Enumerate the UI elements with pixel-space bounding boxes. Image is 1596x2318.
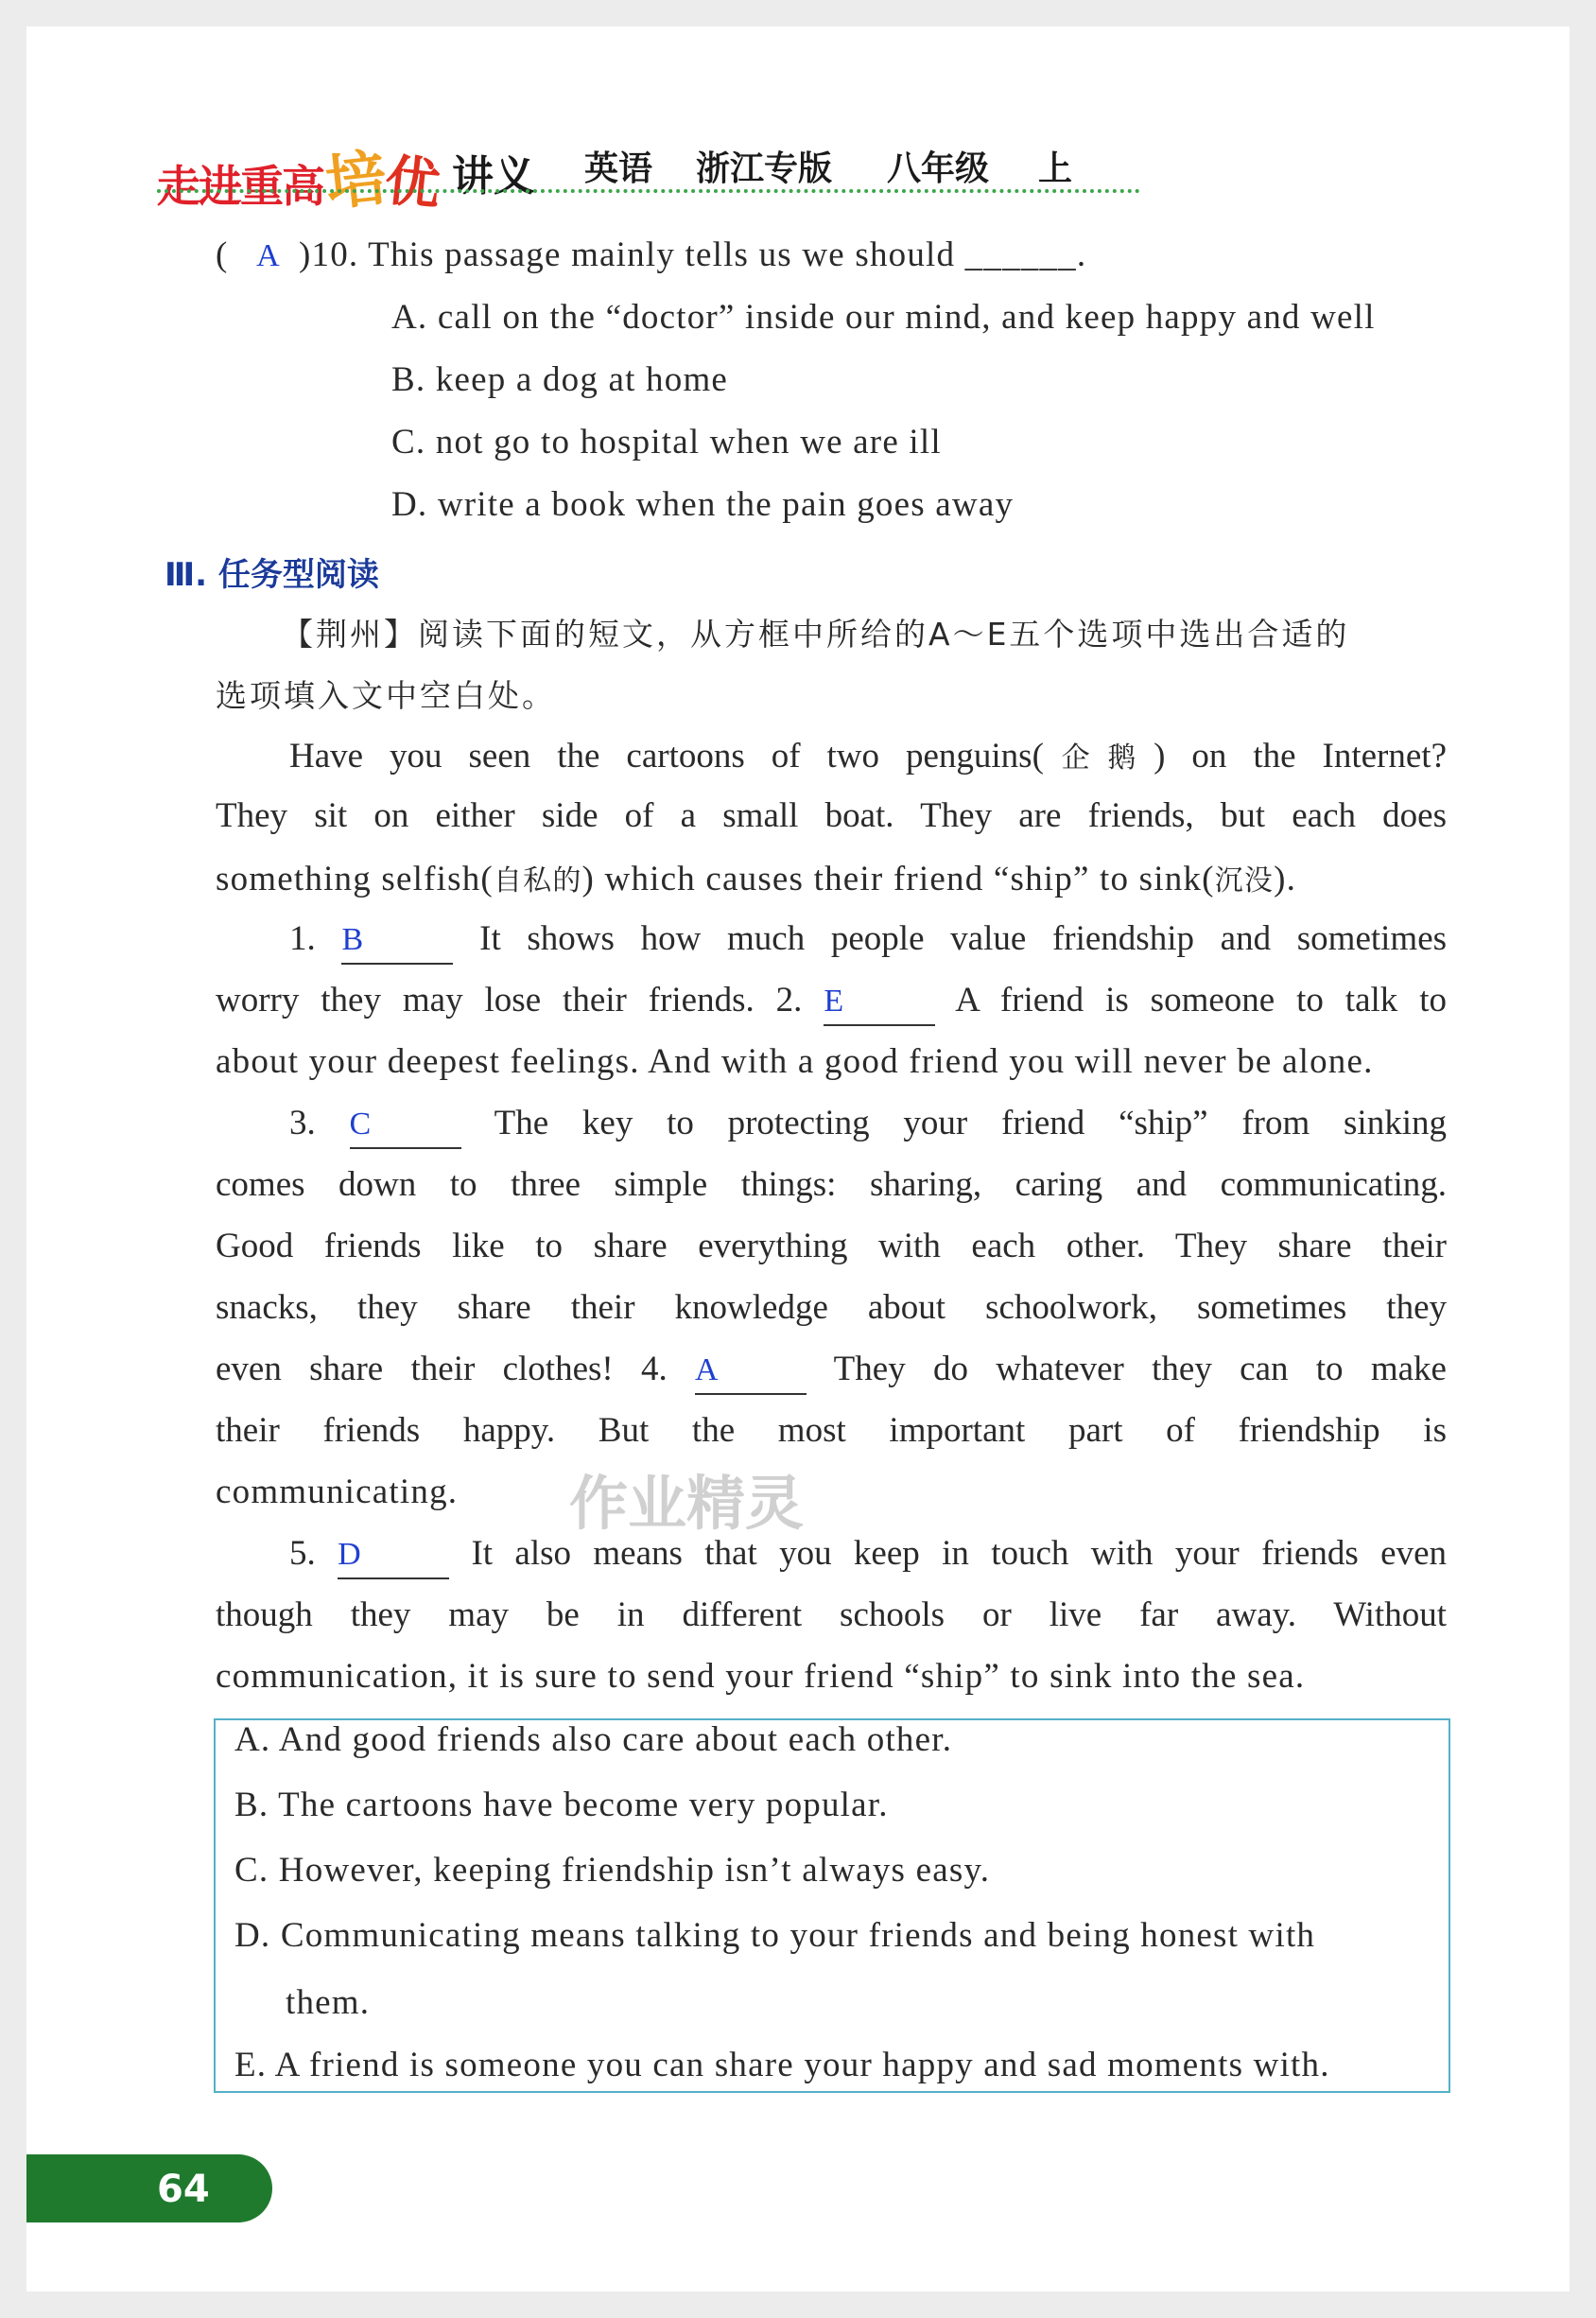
passage-text: worry they may lose their friends. 2. <box>216 981 803 1020</box>
series-title <box>157 132 442 220</box>
passage-line: communication, it is sure to send your friend “ship” to sink into the sea. <box>216 1657 1306 1696</box>
blank-2-answer: E <box>824 984 844 1019</box>
passage-text: ) on the Internet? <box>1154 737 1447 776</box>
passage-text: The key to protecting your friend “ship” from sinking <box>494 1104 1447 1142</box>
page-number-tab <box>26 2154 272 2222</box>
passage-line <box>216 857 1296 899</box>
blank-1 <box>341 922 453 965</box>
passage-line <box>289 1533 1447 1579</box>
page-number: 64 <box>157 2168 210 2211</box>
blank-2 <box>824 984 935 1026</box>
passage-line: communicating. <box>216 1473 459 1511</box>
blank-3 <box>349 1107 461 1149</box>
blank-number: 5. <box>289 1534 316 1573</box>
box-option-b: B. The cartoons have become very popular. <box>234 1786 889 1824</box>
blank-number: 3. <box>289 1104 316 1142</box>
blank-number: 1. <box>289 919 316 958</box>
passage-text: It also means that you keep in touch with your friends even <box>471 1534 1448 1573</box>
gloss-chinese: 沉没 <box>1214 864 1275 898</box>
blank-5-answer: D <box>338 1537 361 1572</box>
box-option-c: C. However, keeping friendship isn’t always easy. <box>234 1851 991 1890</box>
passage-line <box>216 1349 1447 1395</box>
options-box <box>214 1718 1450 2093</box>
header-divider <box>157 189 1140 193</box>
section-title: Ⅲ. 任务型阅读 <box>165 556 379 594</box>
blank-4-answer: A <box>695 1352 719 1387</box>
q10-option-c: C. not go to hospital when we are ill <box>391 423 942 462</box>
box-option-a: A. And good friends also care about each other. <box>234 1720 953 1759</box>
passage-line <box>289 1103 1447 1149</box>
series-title-part1: 走进重高 <box>157 161 323 212</box>
passage-text: even share their clothes! 4. <box>216 1350 668 1388</box>
passage-text: A friend is someone to talk to <box>955 981 1447 1020</box>
series-title-part2: 讲义 <box>452 152 535 200</box>
q10-answer: A <box>256 238 281 273</box>
q10-option-b: B. keep a dog at home <box>391 360 729 399</box>
passage-line: snacks, they share their knowledge about schoolwork, sometimes they <box>216 1288 1447 1327</box>
passage-line: their friends happy. But the most important part of friendship is <box>216 1411 1447 1450</box>
passage-text: They do whatever they can to make <box>833 1350 1447 1388</box>
section-instruction-line2: 选项填入文中空白处。 <box>216 677 556 714</box>
series-title-big2: 优 <box>382 148 442 218</box>
passage-line: about your deepest feelings. And with a good friend you will never be alone. <box>216 1042 1374 1081</box>
passage-text: Have you seen the cartoons of two penguins( <box>289 737 1044 776</box>
box-option-d: D. Communicating means talking to your friends and being honest with <box>234 1916 1316 1955</box>
passage-line <box>216 980 1447 1026</box>
blank-4 <box>695 1352 807 1395</box>
box-option-d-cont: them. <box>286 1983 371 2022</box>
gloss-chinese: 自私的 <box>493 864 582 898</box>
box-option-e: E. A friend is someone you can share your happy and sad moments with. <box>234 2046 1330 2084</box>
passage-line <box>289 918 1447 965</box>
volume-label: 上 <box>1038 149 1073 188</box>
edition-label: 浙江专版 <box>696 149 833 188</box>
passage-line: Good friends like to share everything with each other. They share their <box>216 1227 1447 1265</box>
series-title-big1: 培 <box>321 143 389 220</box>
passage-text: ) which causes their friend “ship” to sink( <box>581 860 1215 898</box>
passage-text: ). <box>1274 860 1297 898</box>
passage-text: It shows how much people value friendship and sometimes <box>479 919 1448 958</box>
gloss-chinese: 企鹅 <box>1043 741 1154 775</box>
blank-3-answer: C <box>349 1107 372 1142</box>
q10-paren-open: ( <box>216 235 229 274</box>
q10-option-a: A. call on the “doctor” inside our mind, and keep happy and well <box>391 298 1376 337</box>
section-instruction-line1: 【荆州】阅读下面的短文，从方框中所给的A～E五个选项中选出合适的 <box>282 616 1350 653</box>
question-10 <box>216 235 1086 275</box>
q10-stem: )10. This passage mainly tells us we should ______. <box>298 235 1087 274</box>
blank-5 <box>338 1537 449 1579</box>
passage-line: comes down to three simple things: sharing, caring and communicating. <box>216 1165 1447 1204</box>
grade-label: 八年级 <box>887 149 990 188</box>
watermark: 作业精灵 <box>569 1469 805 1538</box>
passage-line <box>289 734 1447 776</box>
passage-text: something selfish( <box>216 860 494 898</box>
blank-1-answer: B <box>341 922 364 957</box>
passage-line: though they may be in different schools or live far away. Without <box>216 1595 1447 1634</box>
passage-line: They sit on either side of a small boat. They are friends, but each does <box>216 796 1447 835</box>
subject-label: 英语 <box>584 149 653 188</box>
q10-option-d: D. write a book when the pain goes away <box>391 485 1015 524</box>
